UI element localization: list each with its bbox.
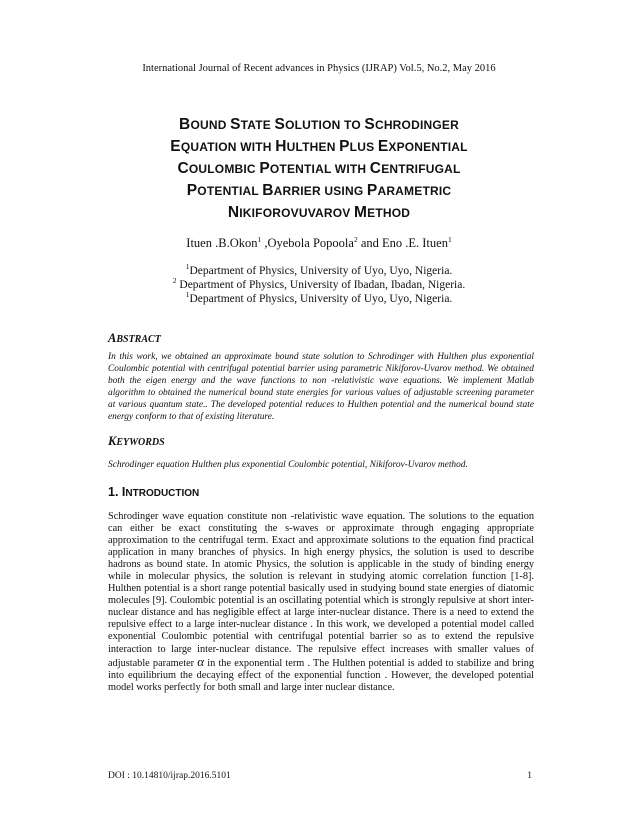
abstract-text: In this work, we obtained an approximate bound state solution to Schrodinger with Hulthen plus exponential Coulombic potential with centrifugal potential barrier using parametric Nikiforov-Uvarov method. We obtained both the eigen energy and the wave functions to non -relativistic wave equations. We implement Matlab algorithm to obtained the numerical bound state energies for various values of adjustable screening parameter at various quantum state.. The developed potential reduces to Hulthen potential and the numerical bound state energy conform to that of existing literature. <box>108 352 534 422</box>
affil-marker: 2 <box>172 276 177 286</box>
title-segment: LUS <box>349 140 378 154</box>
authors-line <box>0 236 638 251</box>
keywords-heading-cap: K <box>108 434 117 448</box>
title-segment: ENTRIFUGAL <box>381 162 461 176</box>
title-line <box>90 202 548 224</box>
page-number: 1 <box>527 771 532 781</box>
title-segment: TATE <box>240 118 275 132</box>
title-segment: E <box>170 138 181 155</box>
alpha-symbol: α <box>197 653 205 669</box>
title-segment: P <box>186 182 198 199</box>
intro-text-part: in the exponential term . The Hulthen potential is added to stabilize and bring into equilibrium the decaying effect of the exponential function . However, the developed potential model works perfectly for both small and large inter nuclear distance. <box>108 657 534 693</box>
footer-doi: DOI : 10.14810/ijrap.2016.5101 <box>108 771 231 781</box>
affil-marker: 1 <box>185 290 190 300</box>
title-segment: QUATION WITH <box>180 140 276 154</box>
affiliation <box>0 264 638 278</box>
section-number: 1. <box>108 485 122 499</box>
journal-header: International Journal of Recent advances in Physics (IJRAP) Vol.5, No.2, May 2016 <box>142 63 496 74</box>
title-segment: CHRODINGER <box>374 118 459 132</box>
title-line <box>90 136 548 158</box>
title-segment: S <box>364 116 375 133</box>
title-segment: C <box>369 160 382 177</box>
title-segment: B <box>262 182 274 199</box>
title-segment: OUND <box>190 118 231 132</box>
author-name: ,Oyebola Popoola <box>261 236 354 250</box>
title-segment: OTENTIAL <box>197 184 263 198</box>
affiliation <box>0 278 638 292</box>
affil-text: Department of Physics, University of Ibadan, Ibadan, Nigeria. <box>176 279 466 291</box>
affil-text: Department of Physics, University of Uyo, Uyo, Nigeria. <box>189 293 453 305</box>
paper-title <box>90 114 548 224</box>
title-segment: ETHOD <box>367 206 411 220</box>
title-segment: OLUTION TO <box>285 118 365 132</box>
title-line <box>90 114 548 136</box>
affiliation <box>0 292 638 306</box>
title-segment: H <box>275 138 287 155</box>
title-line <box>90 180 548 202</box>
introduction-heading <box>108 485 199 499</box>
author-affil-marker: 1 <box>447 234 452 244</box>
title-segment: P <box>259 160 270 177</box>
title-segment: M <box>354 204 368 221</box>
introduction-heading-cap: I <box>121 485 126 499</box>
affiliations <box>0 264 638 306</box>
title-segment: N <box>227 204 240 221</box>
affil-text: Department of Physics, University of Uyo, Uyo, Nigeria. <box>189 265 453 277</box>
author-affil-marker: 1 <box>257 234 262 244</box>
title-segment: ARRIER USING <box>273 184 367 198</box>
title-segment: S <box>230 116 241 133</box>
author-affil-marker: 2 <box>353 234 358 244</box>
affil-marker: 1 <box>185 262 190 272</box>
title-segment: OTENTIAL WITH <box>269 162 370 176</box>
intro-text-part: Schrodinger wave equation constitute non -relativistic wave equation. The solutions to the equation can either be exact constituting the s-waves or approximate through engaging appropriate approximation to the centrifugal term. Exact and approximate solutions to the equation find practical application in many branches of physics. In high energy physics, the solution is used to describe hadrons as bound state. In atomic Physics, the solution is applicable in the study of binding energy while in molecular physics, the solution is relevant in studying atomic correlation function [1-8]. Hulthen potential is a short range potential basically used in studying bound state energies of diatomic molecules [9]. Coulombic potential is an oscillating potential which is strongly repulsive at short inter-nuclear distance and has negligible effect at large inter-nuclear distance. There is a need to extend the repulsive effect to a large inter-nuclear distance . In this work, we developed a potential model called exponential Coulombic potential with centrifugal potential barrier so as to extend the repulsive interaction to large inter-nuclear distance. The repulsive effect increases with smaller values of adjustable parameter <box>108 511 534 669</box>
title-segment: P <box>366 182 378 199</box>
title-segment: ULTHEN <box>286 140 340 154</box>
title-segment: IKIFOROVUVAROV <box>239 206 355 220</box>
title-segment: C <box>177 160 189 177</box>
title-segment: XPONENTIAL <box>388 140 468 154</box>
keywords-heading-rest: EYWORDS <box>116 437 165 448</box>
introduction-text <box>108 511 534 694</box>
title-segment: B <box>179 116 191 133</box>
keywords-heading <box>108 434 165 449</box>
title-line <box>90 158 548 180</box>
title-segment: P <box>339 138 350 155</box>
title-segment: ARAMETRIC <box>377 184 452 198</box>
abstract-heading-cap: A <box>108 331 117 345</box>
keywords-text: Schrodinger equation Hulthen plus exponential Coulombic potential, Nikiforov-Uvarov method. <box>108 460 468 470</box>
title-segment: S <box>274 116 286 133</box>
introduction-heading-rest: NTRODUCTION <box>125 488 200 499</box>
title-segment: E <box>377 138 389 155</box>
abstract-heading-rest: BSTRACT <box>116 334 161 345</box>
author-name: and Eno .E. Ituen <box>357 236 448 250</box>
title-segment: OULOMBIC <box>188 162 260 176</box>
author-name: Ituen .B.Okon <box>186 236 258 250</box>
abstract-heading <box>108 331 161 346</box>
